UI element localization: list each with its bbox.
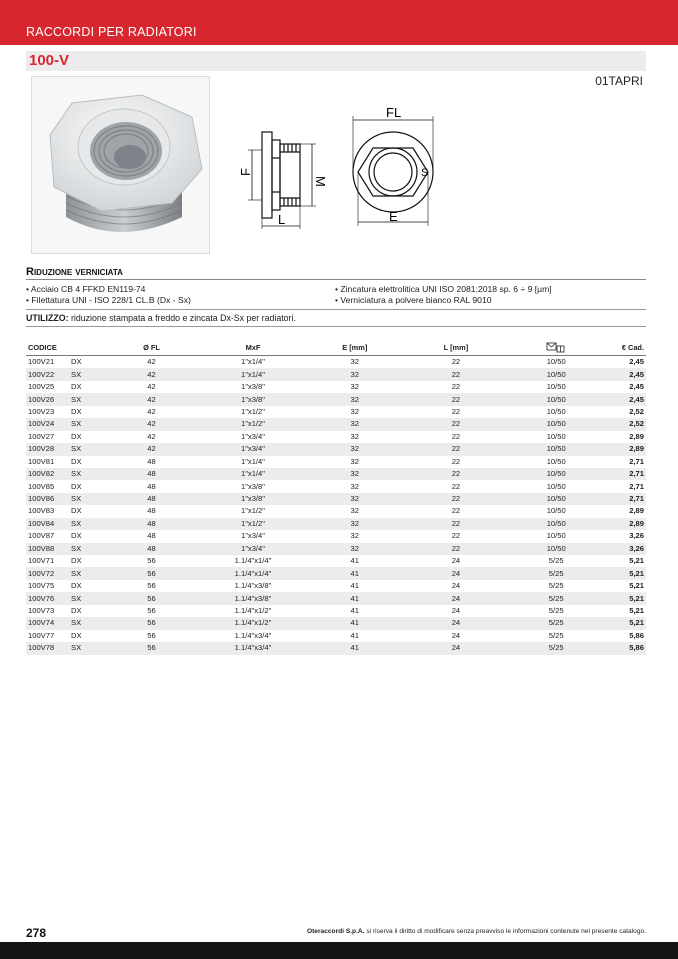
cell-l: 22 [451,469,461,479]
cell-code: 100V83 [28,506,55,516]
cell-thread-side: SX [71,643,82,653]
table-row [26,642,646,654]
usage-divider-top [26,309,646,310]
cell-e: 32 [350,456,359,466]
table-row [26,605,646,617]
cell-code: 100V25 [28,382,55,392]
cell-price: 2,45 [629,394,644,404]
cell-price: 5,86 [629,643,644,653]
cell-fl: 56 [147,643,156,653]
fitting-photo-icon [32,77,209,253]
cell-mxf: 1"x1/2" [240,406,265,416]
cell-code: 100V78 [28,643,55,653]
cell-thread-side: DX [71,406,82,416]
cell-fl: 48 [147,494,156,504]
cell-mxf: 1"x1/2" [240,506,265,516]
table-row [26,418,646,430]
cell-price: 2,45 [629,357,644,367]
cell-thread-side: DX [71,581,82,591]
cell-price: 2,71 [629,469,644,479]
cell-mxf: 1"x3/8" [240,394,265,404]
table-row [26,592,646,604]
cell-l: 22 [451,444,461,454]
cell-fl: 48 [147,481,156,491]
label-e: E [389,209,398,224]
cell-code: 100V24 [28,419,55,429]
cell-l: 24 [451,630,461,640]
cell-package: 10/50 [546,394,566,404]
cell-l: 22 [451,531,461,541]
cell-l: 24 [451,605,461,615]
label-s: S [421,167,429,179]
cell-package: 5/25 [548,581,564,591]
cell-thread-side: DX [71,431,82,441]
cell-fl: 48 [147,531,156,541]
header-fl: Ø FL [102,340,202,356]
cell-l: 22 [451,543,461,553]
cell-l: 22 [451,481,461,491]
cell-package: 10/50 [546,518,566,528]
cell-e: 41 [350,630,359,640]
cell-mxf: 1.1/4"x3/4" [234,630,272,640]
cell-thread-side: DX [71,531,82,541]
header-l: L [mm] [405,340,507,356]
cell-mxf: 1"x3/8" [240,481,265,491]
product-table [26,340,646,655]
cell-package: 10/50 [546,369,566,379]
cell-price: 2,71 [629,456,644,466]
cell-l: 22 [451,431,461,441]
cell-code: 100V71 [28,556,55,566]
cell-code: 100V72 [28,568,55,578]
cell-thread-side: SX [71,618,82,628]
table-row [26,530,646,542]
label-f: F [238,168,253,176]
cell-l: 22 [451,506,461,516]
cell-mxf: 1"x3/8" [240,494,265,504]
cell-fl: 42 [147,419,156,429]
cell-thread-side: SX [71,394,82,404]
cell-price: 5,21 [629,618,644,628]
cell-code: 100V88 [28,543,55,553]
table-row [26,443,646,455]
cell-code: 100V26 [28,394,55,404]
footer-note [307,928,646,935]
cell-l: 24 [451,593,461,603]
cell-e: 32 [350,394,359,404]
table-row [26,567,646,579]
cell-thread-side: SX [71,469,82,479]
cell-e: 32 [350,431,359,441]
cell-code: 100V86 [28,494,55,504]
usage-label: UTILIZZO: [26,313,69,323]
cell-package: 5/25 [548,605,564,615]
cell-l: 22 [451,456,461,466]
cell-l: 22 [451,494,461,504]
table-row [26,368,646,380]
table-row [26,518,646,530]
cell-price: 2,45 [629,369,644,379]
cell-mxf: 1"x1/4" [240,369,265,379]
cell-package: 10/50 [546,406,566,416]
cell-thread-side: SX [71,568,82,578]
cell-e: 32 [350,369,359,379]
header-code: CODICE [26,340,102,356]
cell-mxf: 1.1/4"x1/4" [234,568,272,578]
cell-code: 100V21 [28,357,55,367]
cell-price: 2,45 [629,382,644,392]
table-row [26,381,646,393]
cell-thread-side: DX [71,506,82,516]
cell-e: 32 [350,382,359,392]
header-bar [0,0,678,45]
footer-text: si riserva il diritto di modificare senza preavviso le informazioni contenute nel presente catalogo. [364,928,646,935]
cell-package: 10/50 [546,357,566,367]
cell-thread-side: SX [71,518,82,528]
cell-price: 2,89 [629,444,644,454]
cell-fl: 42 [147,369,156,379]
cell-package: 5/25 [548,630,564,640]
table-row [26,505,646,517]
label-m: M [313,176,328,187]
cell-package: 10/50 [546,456,566,466]
usage-text: riduzione stampata a freddo e zincata Dx-Sx per radiatori. [68,313,296,323]
cell-fl: 48 [147,506,156,516]
usage-divider-bottom [26,326,646,327]
cell-l: 22 [451,406,461,416]
cell-fl: 56 [147,581,156,591]
table-header-row [26,340,646,356]
cell-price: 5,21 [629,556,644,566]
cell-mxf: 1"x3/4" [240,531,265,541]
cell-thread-side: DX [71,630,82,640]
table-row [26,406,646,418]
cell-thread-side: DX [71,605,82,615]
cell-fl: 48 [147,543,156,553]
cell-l: 24 [451,643,461,653]
cell-fl: 42 [147,394,156,404]
label-l: L [278,212,286,227]
spec-left-1: • Acciaio CB 4 FFKD EN119-74 [26,284,146,294]
cell-code: 100V81 [28,456,55,466]
cell-fl: 56 [147,630,156,640]
cell-mxf: 1"x3/4" [240,444,265,454]
table-row [26,630,646,642]
cell-fl: 56 [147,568,156,578]
cell-code: 100V85 [28,481,55,491]
cell-fl: 56 [147,605,156,615]
table-row [26,393,646,405]
cell-e: 41 [350,605,359,615]
cell-package: 10/50 [546,543,566,553]
table-row [26,493,646,505]
cell-code: 100V74 [28,618,55,628]
cell-fl: 48 [147,518,156,528]
cell-mxf: 1"x1/2" [240,419,265,429]
cell-package: 5/25 [548,643,564,653]
footer-bar [0,942,678,959]
table-row [26,543,646,555]
cell-thread-side: SX [71,369,82,379]
technical-drawing [228,100,448,230]
cell-price: 5,21 [629,605,644,615]
cell-mxf: 1"x3/8" [240,382,265,392]
cell-e: 32 [350,357,359,367]
cell-price: 5,21 [629,581,644,591]
cell-l: 24 [451,568,461,578]
cell-price: 2,71 [629,481,644,491]
spec-right-2: • Verniciatura a polvere bianco RAL 9010 [335,295,492,305]
cell-e: 41 [350,568,359,578]
cell-fl: 42 [147,406,156,416]
cell-l: 22 [451,357,461,367]
product-photo [31,76,210,254]
cell-e: 32 [350,506,359,516]
header-e: E [mm] [305,340,405,356]
cell-l: 22 [451,369,461,379]
cell-mxf: 1"x3/4" [240,431,265,441]
cell-l: 24 [451,556,461,566]
cell-thread-side: SX [71,444,82,454]
cell-e: 32 [350,444,359,454]
header-mxf: MxF [201,340,304,356]
cell-mxf: 1.1/4"x1/2" [234,618,272,628]
cell-e: 32 [350,494,359,504]
cell-package: 10/50 [546,469,566,479]
cell-price: 2,52 [629,419,644,429]
cell-thread-side: DX [71,456,82,466]
cell-price: 2,89 [629,431,644,441]
table-row [26,456,646,468]
table-row [26,617,646,629]
cell-mxf: 1.1/4"x1/2" [234,605,272,615]
table-row [26,431,646,443]
cell-package: 10/50 [546,481,566,491]
cell-package: 5/25 [548,618,564,628]
catalog-code: 01TAPRI [595,74,643,88]
cell-price: 5,21 [629,568,644,578]
cell-l: 22 [451,419,461,429]
cell-code: 100V77 [28,630,55,640]
cell-fl: 42 [147,357,156,367]
cell-code: 100V23 [28,406,55,416]
cell-mxf: 1.1/4"x3/8" [234,581,272,591]
cell-mxf: 1"x1/2" [240,518,265,528]
cell-fl: 48 [147,469,156,479]
cell-price: 5,86 [629,630,644,640]
table-row [26,480,646,492]
product-code-band [26,51,646,71]
cell-e: 32 [350,469,359,479]
cell-code: 100V84 [28,518,55,528]
cell-fl: 56 [147,556,156,566]
cell-fl: 42 [147,382,156,392]
cell-fl: 56 [147,593,156,603]
cell-code: 100V87 [28,531,55,541]
cell-package: 10/50 [546,382,566,392]
cell-code: 100V82 [28,469,55,479]
cell-l: 22 [451,382,461,392]
cell-e: 41 [350,618,359,628]
cell-mxf: 1.1/4"x3/4" [234,643,272,653]
section-title: Riduzione verniciata [26,266,123,278]
cell-e: 32 [350,406,359,416]
cell-e: 41 [350,581,359,591]
package-icon [507,340,605,356]
cell-thread-side: SX [71,419,82,429]
cell-package: 5/25 [548,568,564,578]
cell-code: 100V22 [28,369,55,379]
cell-thread-side: SX [71,593,82,603]
cell-e: 32 [350,419,359,429]
cell-e: 41 [350,593,359,603]
table-row [26,468,646,480]
cell-e: 32 [350,481,359,491]
cell-thread-side: DX [71,382,82,392]
category-title: RACCORDI PER RADIATORI [26,25,197,39]
cell-code: 100V27 [28,431,55,441]
cell-code: 100V28 [28,444,55,454]
cell-thread-side: DX [71,481,82,491]
cell-price: 2,89 [629,518,644,528]
cell-e: 41 [350,556,359,566]
cell-mxf: 1"x3/4" [240,543,265,553]
cell-mxf: 1.1/4"x3/8" [234,593,272,603]
cell-package: 10/50 [546,444,566,454]
footer-company: Oteraccordi S.p.A. [306,928,365,935]
cell-fl: 42 [147,444,156,454]
cell-thread-side: SX [71,494,82,504]
cell-package: 10/50 [546,531,566,541]
section-divider [26,279,646,280]
cell-thread-side: DX [71,357,82,367]
cell-package: 10/50 [546,494,566,504]
cell-mxf: 1"x1/4" [240,357,265,367]
cell-l: 24 [451,581,461,591]
product-code: 100-V [29,52,70,69]
cell-fl: 56 [147,618,156,628]
cell-price: 2,71 [629,494,644,504]
cell-l: 22 [451,394,461,404]
spec-right-1: • Zincatura elettrolitica UNI ISO 2081:2018 sp. 6 ÷ 9 [µm] [335,284,552,294]
page-number: 278 [26,926,47,940]
usage-note [26,313,296,323]
spec-left-2: • Filettatura UNI - ISO 228/1 CL.B (Dx - Sx) [26,295,191,305]
cell-package: 5/25 [548,556,564,566]
cell-price: 5,21 [629,593,644,603]
label-fl: FL [386,105,402,120]
cell-e: 32 [350,518,359,528]
cell-code: 100V75 [28,581,55,591]
cell-thread-side: DX [71,556,82,566]
cell-l: 24 [451,618,461,628]
cell-code: 100V76 [28,593,55,603]
table-row [26,555,646,567]
cell-code: 100V73 [28,605,55,615]
cell-e: 41 [350,643,359,653]
cell-price: 2,89 [629,506,644,516]
cell-package: 5/25 [548,593,564,603]
cell-package: 10/50 [546,506,566,516]
cell-e: 32 [350,543,359,553]
cell-mxf: 1.1/4"x1/4" [234,556,272,566]
cell-fl: 48 [147,456,156,466]
cell-mxf: 1"x1/4" [240,456,265,466]
cell-l: 22 [451,518,461,528]
table-row [26,356,646,369]
cell-package: 10/50 [546,419,566,429]
cell-price: 3,26 [629,543,644,553]
cell-thread-side: SX [71,543,82,553]
table-row [26,580,646,592]
cell-mxf: 1"x1/4" [240,469,265,479]
cell-price: 2,52 [629,406,644,416]
header-price: € Cad. [605,340,646,356]
cell-price: 3,26 [629,531,644,541]
cell-package: 10/50 [546,431,566,441]
cell-fl: 42 [147,431,156,441]
cell-e: 32 [350,531,359,541]
